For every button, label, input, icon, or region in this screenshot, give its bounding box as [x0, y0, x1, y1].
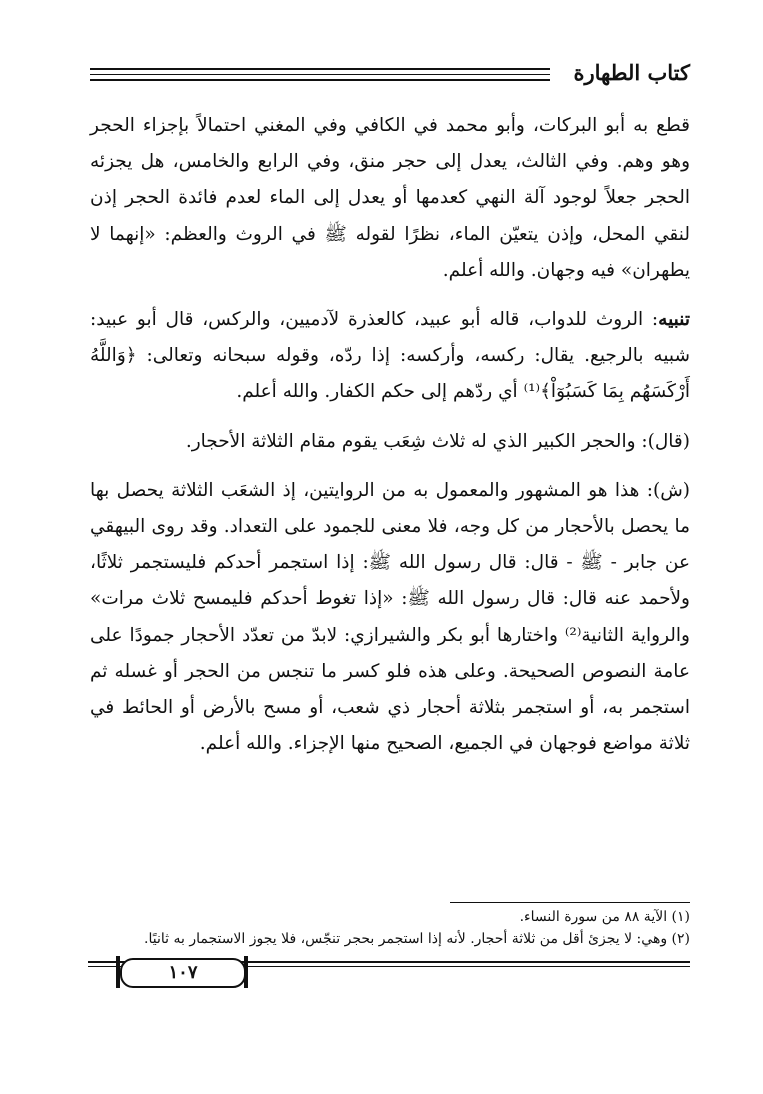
paragraph-4 — [90, 473, 690, 763]
running-header — [90, 58, 690, 88]
paragraph-2 — [90, 302, 690, 411]
main-text — [90, 108, 690, 762]
header-rule — [90, 68, 550, 70]
page-number: ١٠٧ — [120, 958, 246, 988]
paragraph-text: (ش): هذا هو المشهور والمعمول به من الروايتين، إذ الشعَب الثلاثة يحصل بها ما يحصل بالأحجار من كل وجه، فلا معنى للجمود على التعداد. وقد روى البيهقي عن جابر - ﷺ - قال: قال رسول الله ﷺ: إذا استجمر أحدكم فليستجمر ثلاثًا، ولأحمد عنه قال: قال رسول الله ﷺ: «إذا تغوط أحدكم فليمسح ثلاث مرات» والرواية الثانية⁽²⁾ واختارها أبو بكر والشيرازي: لابدّ من تعدّد الأحجار جمودًا على عامة النصوص الصحيحة. وعلى هذه فلو كسر ما تنجس من الحجر أو غسله ثم استجمر به، أو استجمر بثلاثة أحجار ذي شعب، أو مسح بالأرض أو الحائط في ثلاثة مواضع فوجهان في الجميع، الصحيح منها الإجزاء. والله أعلم. — [90, 479, 690, 755]
paragraph-text: : الروث للدواب، قاله أبو عبيد، كالعذرة لآدميين، والركس، قال أبو عبيد: شبيه بالرجيع. يقال: ركسه، وأركسه: إذا ردّه، وقوله سبحانه وتعالى: ﴿وَاللَّهُ أَرْكَسَهُم بِمَا كَسَبُوٓاْ﴾⁽¹⁾ أي ردّهم إلى حكم الكفار. والله أعلم. — [90, 309, 690, 403]
paragraph-1 — [90, 108, 690, 289]
footnote-2: (٢) وهي: لا يجزئ أقل من ثلاثة أحجار. لأنه إذا استجمر بحجر تنجّس، فلا يجوز الاستجمار به ثانيًا. — [144, 931, 690, 947]
header-rule — [90, 74, 550, 75]
paragraph-text: (قال): والحجر الكبير الذي له ثلاث شِعَب يقوم مقام الثلاثة الأحجار. — [185, 430, 690, 452]
footnote-separator — [450, 902, 690, 903]
paragraph-lead: تنبيه — [658, 309, 690, 331]
paragraph-text: قطع به أبو البركات، وأبو محمد في الكافي وفي المغني احتمالاً بإجزاء الحجر وهو وهم. وفي الثالث، يعدل إلى حجر منق، وفي الرابع والخامس، هل يجزئه الحجر جعلاً لوجود آلة النهي كعدمها أو يعدل إلى الماء لعدم فائدة الحجر إذن لنقي المحل، وإذن يتعيّن الماء، نظرًا لقوله ﷺ في الروث والعظم: «إنهما لا يطهران» فيه وجهان. والله أعلم. — [90, 115, 690, 281]
header-rule — [90, 79, 550, 81]
paragraph-3 — [90, 424, 690, 460]
footnote-1: (١) الآية ٨٨ من سورة النساء. — [519, 909, 690, 925]
chapter-title: كتاب الطهارة — [573, 60, 690, 85]
footnotes — [90, 906, 690, 950]
